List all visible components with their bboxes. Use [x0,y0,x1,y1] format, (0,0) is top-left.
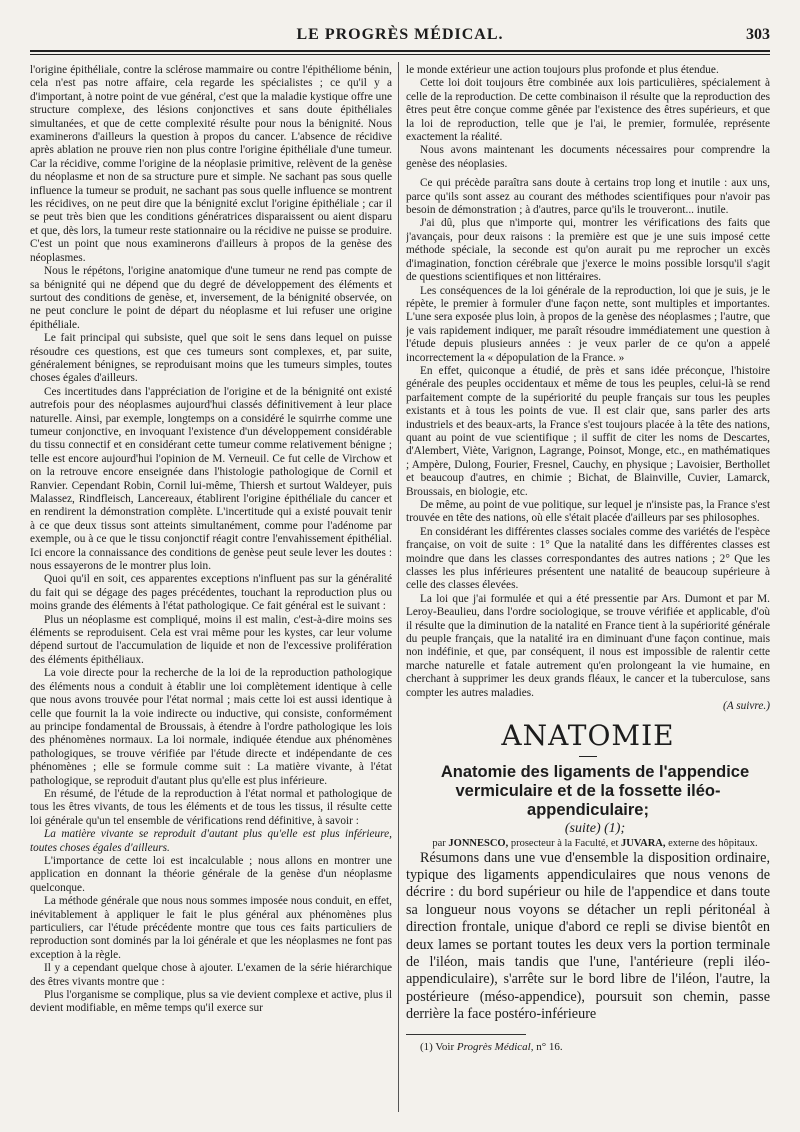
footnote [406,1041,770,1054]
header-rule-thin [30,54,770,55]
left-column [30,64,392,1114]
article-subtitle: (suite) (1); [564,820,626,836]
paragraph: Il y a cependant quelque chose à ajouter. L'examen de la série hiérarchique des êtres vivants montre que : [30,962,392,988]
paragraph: Nous avons maintenant les documents nécessaires pour comprendre la genèse des néoplasies. [406,144,770,170]
law-statement: La matière vivante se reproduit d'autant plus qu'elle est plus inférieure, toutes choses égales d'ailleurs. [30,828,392,854]
paragraph: Nous le répétons, l'origine anatomique d'une tumeur ne rend pas compte de sa bénignité qui ne dépend que du degré de développement des éléments et surtout des conditions de genèse, et, inversement, de la bénignité observée, on ne peut conclure le point de départ du néoplasme et lui refuser une origine épithéliale. [30,265,392,331]
article-title: Anatomie des ligaments de l'appendice vermiculaire et de la fossette iléo-appendiculaire; [440,762,750,819]
footnote-journal: Progrès Médical, [456,1040,534,1053]
byline-suffix: externe des hôpitaux. [668,837,758,849]
paragraph: En considérant les différentes classes sociales comme des variétés de l'espèce française, on voit de suite : 1° Que la natalité dans les différentes classes est moindre que dans les classes correspondantes des autres nations ; 2° Que les classes les plus inférieures présentent une natalité de beaucoup supérieure à celle des classes élevées. [406,525,770,592]
author-name: JONNESCO, [448,837,509,849]
footnote-rule [406,1034,526,1035]
page-header [30,26,770,50]
paragraph: La loi que j'ai formulée et qui a été pressentie par Ars. Dumont et par M. Leroy-Beaulieu, dans l'ordre sociologique, se trouve vérifiée et applicable, d'où il résulte que la diminution de la natalité en France tient à la supériorité générale du peuple français, que la natalité ira en diminuant d'une façon continue, mais non indéfinie, et que, par conséquent, il nous est impossible de ralentir cette marche naturelle et fatale autrement qu'en prolongeant la vie humaine, en cherchant à supprimer les deux grands fléaux, le cancer et la tuberculose, sans compter les autres maladies. [406,592,770,699]
paragraph: Le fait principal qui subsiste, quel que soit le sens dans lequel on puisse résoudre ces questions, est que ces tumeurs sont complexes, et, par suite, généralement bénignes, se reproduisant moins que les tumeurs simples, toutes choses égales d'ailleurs. [30,332,392,385]
column-divider [398,62,399,1112]
paragraph: En résumé, de l'étude de la reproduction à l'état normal et pathologique de tous les êtres vivants, de tous les éléments et de tous les tissus, il résulte cette loi générale qu'un tel ensemble de vérifications rend définitive, à savoir : [30,787,392,827]
paragraph: Les conséquences de la loi générale de la reproduction, loi que je suis, je le répète, le premier à formuler d'une façon nette, sont multiples et importantes. L'une sera exposée plus loin, à propos de la genèse des néoplasmes ; l'autre, que je vais rapidement indiquer, me paraît résoudre immédiatement une question à l'étude depuis plusieurs années : je veux parler de ce qu'on a appelé incorrectement la « dépopulation de la France. » [406,284,770,364]
paragraph: J'ai dû, plus que n'importe qui, montrer les vérifications des faits que j'avançais, pour deux raisons : la première est que je une suis imposé cette méthode spéciale, la seconde est qu'on aurait pu me reprocher un excès d'imagination, fonction cérébrale que j'exerce le moins possible lorsqu'il s'agit de questions scientifiques et non littéraires. [406,217,770,284]
page-number: 303 [746,26,770,43]
paragraph: De même, au point de vue politique, sur lequel je n'insiste pas, la France s'est trouvée en tête des nations, où elle s'était placée d'ailleurs par ses philosophes. [406,499,770,525]
article-paragraph: Résumons dans une vue d'ensemble la disposition ordinaire, typique des ligaments appendiculaires que nous venons de décrire : du bord supérieur ou hile de l'appendice et dans toute sa longueur nous voyons se détacher un repli péritonéal à direction frontale, unique d'abord ce repli se divise bientôt en deux lames se portant toutes les deux vers la portion terminale de l'iléon, mais tandis que l'une, l'antérieure (repli iléo-appendiculaire), s'arrête sur le bord libre de l'iléon, l'autre, la postérieure (méso-appendice), poursuit son chemin, passe derrière la face postéro-inférieure [406,849,770,1023]
paragraph: Ces incertitudes dans l'appréciation de l'origine et de la bénignité ont existé autrefois pour des néoplasmes aujourd'hui classés définitivement à leur place naturelle. Ainsi, par exemple, longtemps on a considéré le squirrhe comme une tumeur conjonctive, en invoquant l'existence d'un développement considérable du tissu connectif et en considérant cette tumeur comme relativement bénigne ; telle est encore aujourd'hui l'opinion de M. Verneuil. Ce fut celle de Virchow et on la retrouve encore enseignée dans l'histologie pathologique de Cornil et Ranvier. Cependant Robin, Cornil lui-même, Thiersh et surtout Waldeyer, puis Malassez, Rindfleisch, Lancereaux, établirent l'origine épithéliale du cancer et en rendirent la démonstration complète. L'incertitude qui a existé pouvait tenir à ce que deux tissus sont atteints simultanément, comme pour l'adénome par exemple, ou à ce que le tissu conjonctif réagit contre l'envahissement épithélial. Ici encore la connaissance des conditions de genèse peut seule lever les doutes : nous essayerons de le montrer plus loin. [30,385,392,573]
footnote-marker: (1) Voir [420,1040,455,1053]
header-rule [30,50,770,52]
paragraph: Cette loi doit toujours être combinée aux lois particulières, spécialement à celle de la reproduction. De cette combinaison il résulte que la reproduction des êtres peut être conçue comme gênée par l'existence des êtres supérieurs, et que la loi de reproduction, telle que je l'ai, le premier, formulée, représente exactement la réalité. [406,77,770,144]
paragraph: le monde extérieur une action toujours plus profonde et plus étendue. [406,64,719,76]
byline-prefix: par [432,837,446,849]
byline-middle: prosecteur à la Faculté, et [510,837,619,849]
author-name: JUVARA, [621,837,666,849]
right-column [406,64,770,1114]
journal-title: LE PROGRÈS MÉDICAL. [296,26,504,43]
paragraph: Plus un néoplasme est compliqué, moins il est malin, c'est-à-dire moins ses éléments se reproduisent. Cela est vrai même pour les kystes, car leur volume dépend surtout de l'accumulation de liquide et non de l'excessive prolifération des éléments épithéliaux. [30,613,392,666]
footnote-ref: n° 16. [536,1040,563,1053]
paragraph: l'origine épithéliale, contre la sclérose mammaire ou contre l'épithéliome bénin, cela n'est pas notre affaire, cela regarde les spécialistes ; ce qu'il y a d'important, à notre point de vue général, c'est que la maladie kystique offre une structure complexe, des lésions conjonctives et sans doute épithéliales simultanées, et que de cette complexité résulte pour nous la bénignité. Nous examinerons d'ailleurs la question à propos du cancer. L'absence de récidive après ablation ne prouve rien non plus contre l'origine épithéliale d'une tumeur. Car la récidive, comme l'origine de la néoplasie primitive, relèvent de la genèse du néoplasme et non de sa structure pure et simple. Ne sachant pas sous quelle influence la tumeur se produit, ne sachant pas sous quelle influence se montrent les récidives, on ne peut dire que la bénignité exclut l'origine épithéliale ; car il se peut très bien que les conditions génératrices disparaissent ou aient disparu et que, dès lors, la tumeur reste stationnaire ou la récidive ne puisse se produire. C'est un point que nous examinerons d'ailleurs à propos de la genèse des néoplasmes. [30,64,392,264]
section-title: ANATOMIE [501,718,675,752]
paragraph: La voie directe pour la recherche de la loi de la reproduction pathologique des éléments nous a conduit à établir une loi complètement identique à celle que nous avons trouvée pour l'état normal ; mais cette loi est aussi identique à celle que fournit la la voie indirecte ou inductive, qui consiste, conformément au principe fondamental de Broussais, à étendre à l'ordre pathologique les lois des phénomènes normaux. La loi normale, indiquée étendue aux phénomènes pathologiques, se trouve vérifiée par l'étude directe et indépendante de ces phénomènes ; elle se formule comme suit : La matière vivante, à l'état pathologique, se reproduit d'autant plus qu'elle est plus inférieure. [30,667,392,787]
paragraph: La méthode générale que nous nous sommes imposée nous conduit, en effet, inévitablement à appliquer le fait le plus général aux phénomènes plus particuliers, car l'étude précédente montre que tous ces faits particuliers de reproduction sont dominés par la loi générale et que les néoplasmes ne font pas exception à la règle. [30,895,392,961]
to-be-continued: (A suivre.) [722,700,770,713]
paragraph: En effet, quiconque a étudié, de près et sans idée préconçue, l'histoire générale des peuples occidentaux et même de tous les peuples, celui-là se rend parfaitement compte de la supériorité du peuple français sur tous les peuples existants et à tous les points de vue. Il est clair que, sans parler des arts industriels et des beaux-arts, la France s'est toujours placée à la tête des nations, quant au point de vue scientifique ; il suffit de citer les noms de Descartes, d'Alembert, Viète, Varignon, Lagrange, Poinsot, Monge, etc., en mathématiques ; Ampère, Dulong, Fourier, Fresnel, Cauchy, en physique ; Lavoisier, Berthollet et beaucoup d'autres, en chimie ; Bichat, de Blainville, Cuvier, Lamarck, Broussais, en biologie, etc. [406,364,770,498]
byline [406,837,770,850]
paragraph: Ce qui précède paraîtra sans doute à certains trop long et inutile : aux uns, parce qu'ils sont assez au courant des méthodes scientifiques pour n'avoir pas besoin de démonstration ; à d'autres, parce qu'ils le trouveront... inutile. [406,177,770,217]
paragraph: Plus l'organisme se complique, plus sa vie devient complexe et active, plus il devient modifiable, en même temps qu'il exerce sur [30,989,392,1015]
paragraph: Quoi qu'il en soit, ces apparentes exceptions n'influent pas sur la généralité du fait qui se dégage des pages précédentes, touchant la reproduction plus ou moins grande des éléments à l'état pathologique. Ce fait général est le suivant : [30,573,392,613]
section-rule [579,756,597,757]
paragraph: L'importance de cette loi est incalculable ; nous allons en montrer une application en donnant la théorie générale de la genèse d'un néoplasme quelconque. [30,854,392,894]
